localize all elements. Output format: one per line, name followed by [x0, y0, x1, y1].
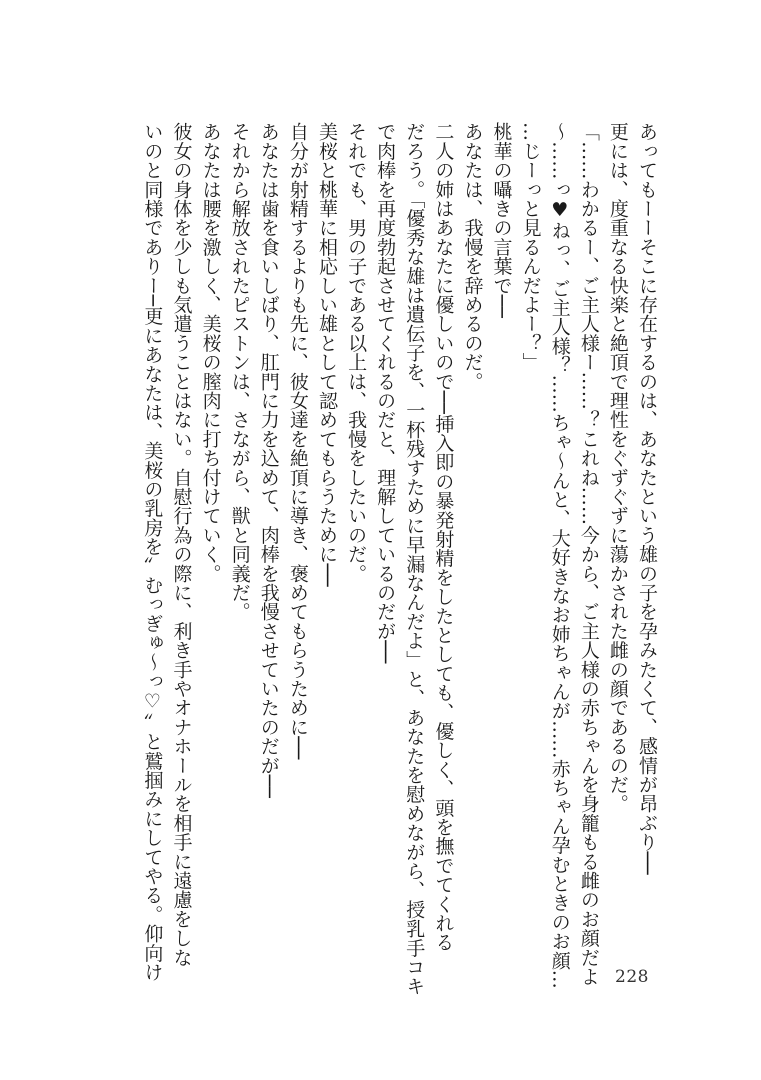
text-line: それから解放されたピストンは、さながら、獣と同義だ。	[228, 122, 251, 622]
text-line: あってもーーそこに存在するのは、あなたという雄の子を孕みたくて、感情が昂ぶり──	[636, 122, 658, 875]
text-line: あなたは腰を激しく、美桜の膣肉に打ち付けていく。	[199, 122, 222, 583]
text-line: で肉棒を再度勃起させてくれるのだと、理解しているのだが──	[374, 122, 397, 664]
text-line: 〜……っ♥ねっ、ご主人様？……ちゃ〜んと、大好きなお姉ちゃんが……赤ちゃん孕むときのお顔…	[548, 122, 571, 989]
text-line: 美桜と桃華に相応しい雄として認めてもらうために──	[315, 122, 338, 587]
text-line: 二人の姉はあなたに優しいので──挿入即の暴発射精をしたとしても、優しく、頭を撫でてくれる	[432, 122, 455, 952]
text-line: あなたは、我慢を辞めるのだ。	[461, 122, 484, 391]
text-line: いのと同様でありー─更にあなたは、美桜の乳房を〟むっぎゅ〜っ♡〟と鷲掴みにしてやる。仰向け	[141, 122, 164, 982]
text-line: 桃華の囁きの言葉で──	[490, 122, 513, 319]
text-line: 自分が射精するよりも先に、彼女達を絶頂に導き、褒めてもらうために──	[286, 122, 309, 760]
text-line: 「……わかるー、ご主人様ー……？これね……今から、ご主人様の赤ちゃんを身籠もる雌のお顔だよ	[577, 122, 600, 986]
text-line: それでも、男の子である以上は、我慢をしたいのだ。	[345, 122, 368, 583]
text-line: だろう。「優秀な雄は遺伝子を、一杯残すために早漏なんだよ」と、あなたを慰めながら、授乳手コキ	[403, 122, 426, 996]
text-line: …じーっと見るんだよー？」	[519, 122, 542, 372]
text-line: 彼女の身体を少しも気遣うことはない。自慰行為の際に、利き手やオナホールを相手に遠慮をしな	[170, 122, 193, 967]
page-number: 228	[615, 967, 649, 987]
text-line: 更には、度重なる快楽と絶頂で理性をぐずぐずに蕩かされた雌の顔であるのだ。	[606, 122, 629, 814]
text-line: あなたは歯を食いしばり、肛門に力を込めて、肉棒を我慢させていたのだが──	[257, 122, 280, 799]
